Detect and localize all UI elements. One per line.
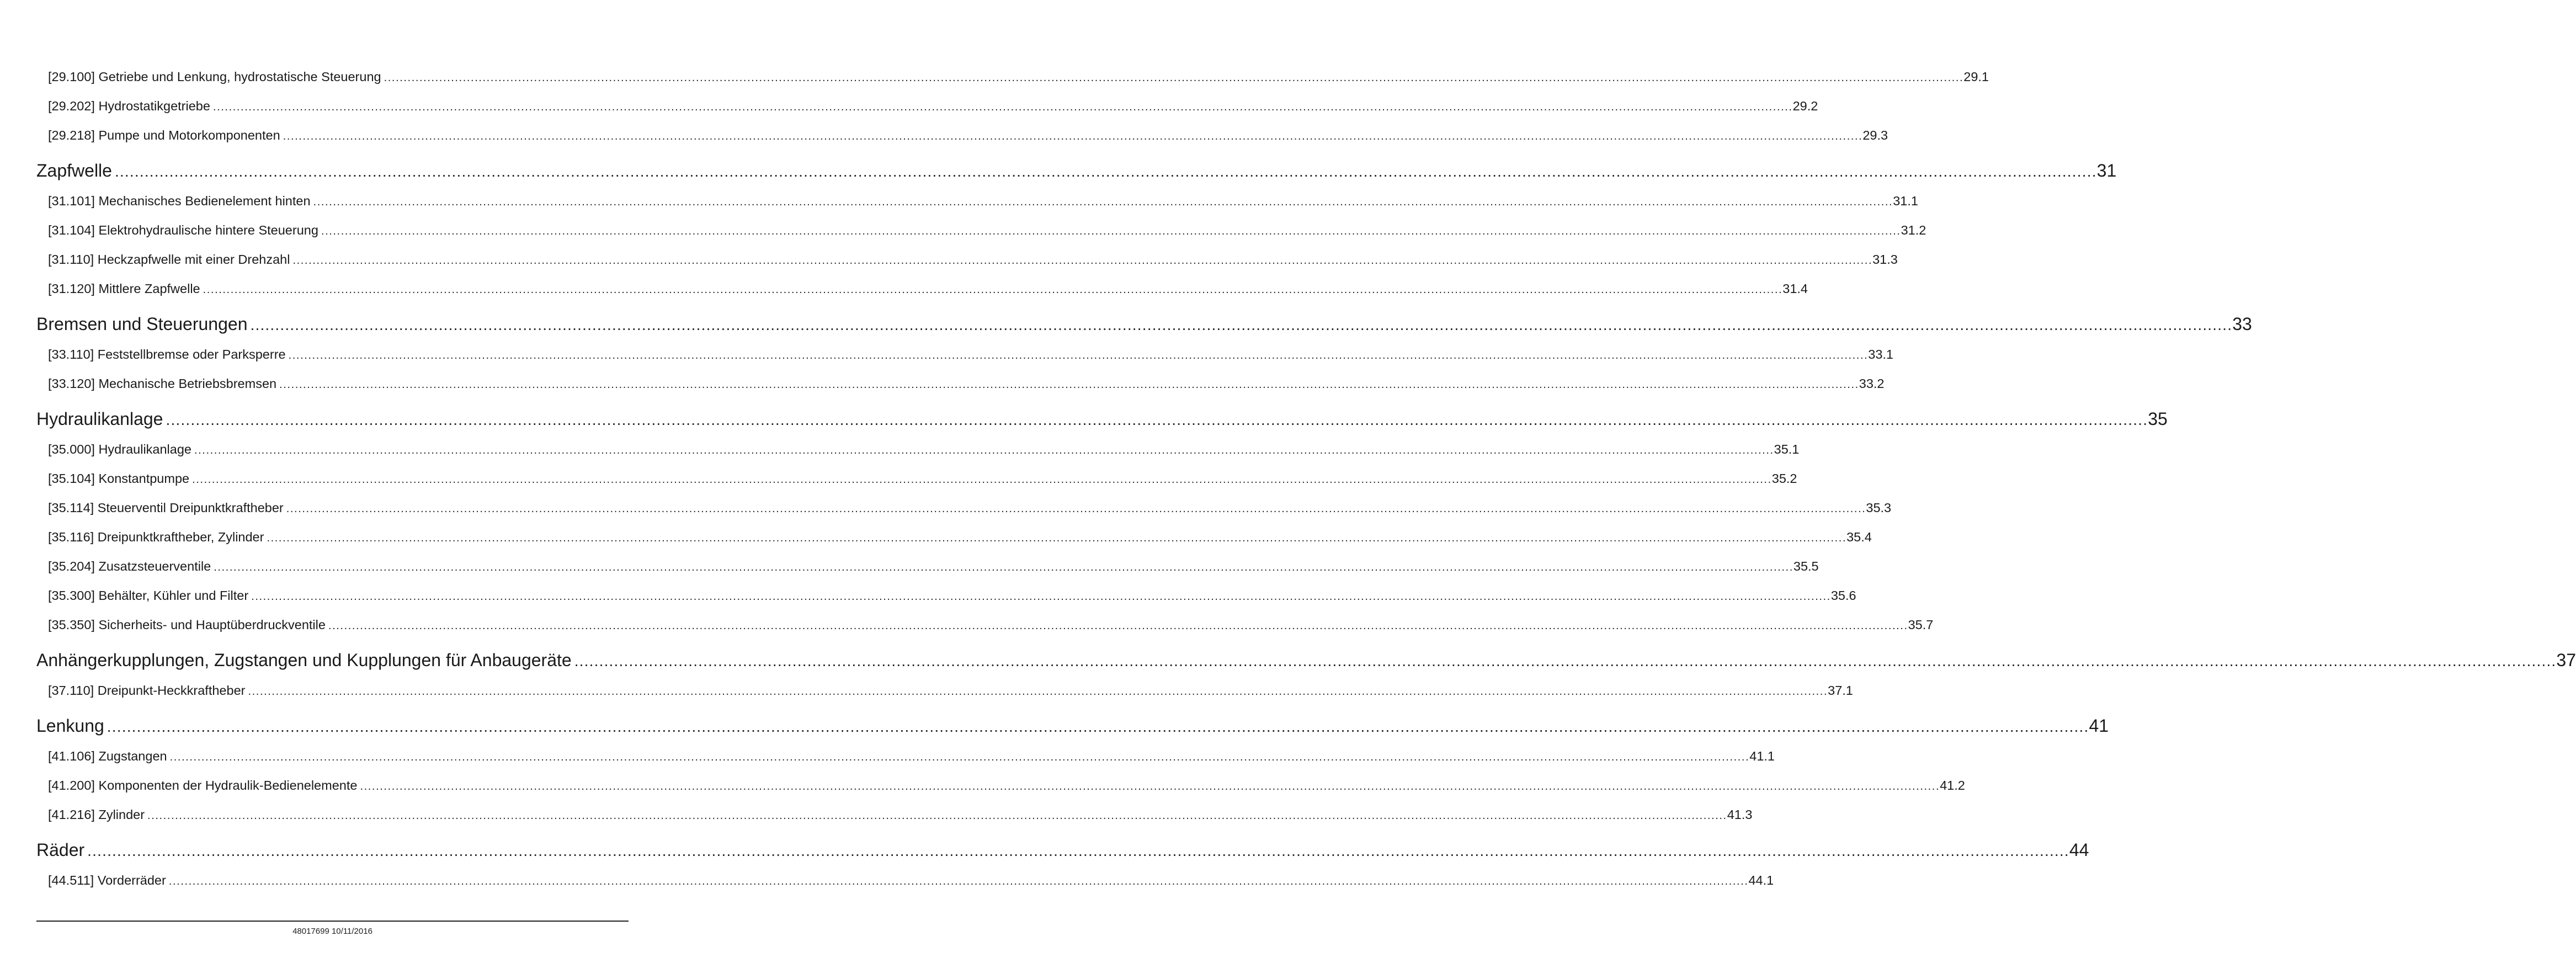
toc-entry-title: [29.100] Getriebe und Lenkung, hydrostatische Steuerung	[48, 70, 381, 84]
toc-leader-dots: ................................................................................................................................................................................................................................................................................................................................................................................................................	[168, 875, 1749, 887]
toc-entry-title: Bremsen und Steuerungen	[36, 314, 248, 334]
toc-page-number: 35.2	[1771, 471, 1797, 486]
toc-page-number: 31.4	[1782, 281, 1808, 296]
toc-entry-title: [29.218] Pumpe und Motorkomponenten	[48, 128, 280, 142]
toc-entry-title: [29.202] Hydrostatikgetriebe	[48, 99, 210, 113]
toc-subsection-entry[interactable]	[48, 530, 1872, 559]
toc-entry-title: [37.110] Dreipunkt-Heckkraftheber	[48, 683, 246, 698]
toc-page-number: 31.3	[1872, 252, 1898, 267]
toc-section-entry[interactable]	[36, 840, 2089, 873]
toc-entry-title: [35.204] Zusatzsteuerventile	[48, 559, 211, 573]
footer-divider	[36, 921, 629, 922]
toc-leader-dots: ................................................................................................................................................................................................................................................................................................................................................................................................................	[288, 349, 1869, 361]
toc-leader-dots: ................................................................................................................................................................................................................................................................................................................................................................................................................	[248, 685, 1828, 698]
toc-subsection-entry[interactable]	[48, 223, 1926, 252]
toc-entry-title: [31.110] Heckzapfwelle mit einer Drehzahl	[48, 252, 290, 267]
toc-entry-title: Lenkung	[36, 716, 104, 736]
toc-leader-dots: ................................................................................................................................................................................................................................................................................................................................................................................................................	[279, 379, 1859, 391]
toc-leader-dots: ................................................................................................................................................................................................................................................................................................................................................................................................................	[203, 284, 1783, 296]
toc-entry-title: [31.104] Elektrohydraulische hintere Steuerung	[48, 223, 318, 237]
toc-page-number: 35.3	[1866, 501, 1892, 515]
toc-page-number: 35.7	[1908, 618, 1934, 632]
toc-page-number: 29.3	[1862, 128, 1888, 142]
toc-subsection-entry[interactable]	[48, 501, 1892, 530]
toc-leader-dots: ................................................................................................................................................................................................................................................................................................................................................................................................................	[87, 842, 2069, 859]
toc-subsection-entry[interactable]	[48, 807, 1753, 837]
toc-entry-title: [41.216] Zylinder	[48, 807, 145, 822]
toc-entry-title: [35.114] Steuerventil Dreipunktkraftheber	[48, 501, 284, 515]
toc-leader-dots: ................................................................................................................................................................................................................................................................................................................................................................................................................	[267, 532, 1847, 544]
toc-leader-dots: ................................................................................................................................................................................................................................................................................................................................................................................................................	[574, 652, 2557, 669]
toc-section-entry[interactable]	[36, 716, 2109, 749]
toc-entry-title: [31.120] Mittlere Zapfwelle	[48, 281, 200, 296]
toc-subsection-entry[interactable]	[48, 194, 1918, 223]
toc-leader-dots: ................................................................................................................................................................................................................................................................................................................................................................................................................	[328, 620, 1908, 632]
toc-subsection-entry[interactable]	[48, 749, 1775, 778]
toc-subsection-entry[interactable]	[48, 281, 1808, 311]
toc-subsection-entry[interactable]	[48, 588, 1856, 618]
toc-page-number: 31	[2096, 161, 2117, 180]
toc-section-entry[interactable]	[36, 161, 2117, 194]
toc-page-number: 44	[2069, 840, 2089, 860]
toc-subsection-entry[interactable]	[48, 559, 1819, 588]
toc-page-number: 33.2	[1859, 376, 1885, 391]
toc-entry-title: [44.511] Vorderräder	[48, 873, 166, 887]
toc-entry-title: [31.101] Mechanisches Bedienelement hinten	[48, 194, 311, 208]
toc-subsection-entry[interactable]	[48, 70, 1989, 99]
toc-leader-dots: ................................................................................................................................................................................................................................................................................................................................................................................................................	[286, 503, 1866, 515]
toc-entry-title: [33.110] Feststellbremse oder Parksperre	[48, 347, 286, 361]
toc-leader-dots: ................................................................................................................................................................................................................................................................................................................................................................................................................	[250, 316, 2233, 333]
toc-entry-title: Hydraulikanlage	[36, 409, 163, 429]
toc-page-number: 41.1	[1749, 749, 1775, 763]
toc-page-number: 41.2	[1940, 778, 1965, 793]
toc-entry-title: [35.350] Sicherheits- und Hauptüberdruckventile	[48, 618, 326, 632]
toc-page-number: 41	[2089, 716, 2109, 736]
toc-page-number: 35.4	[1846, 530, 1872, 544]
toc-page-number: 37.1	[1828, 683, 1853, 698]
toc-page-number: 29.1	[1963, 70, 1989, 84]
toc-entry-title: [41.106] Zugstangen	[48, 749, 167, 763]
toc-entry-title: Zapfwelle	[36, 161, 112, 180]
toc-section-entry[interactable]	[36, 409, 2168, 442]
toc-subsection-entry[interactable]	[48, 618, 1934, 647]
toc-page-number: 31.2	[1901, 223, 1926, 237]
toc-page-number: 44.1	[1748, 873, 1774, 887]
toc-leader-dots: ................................................................................................................................................................................................................................................................................................................................................................................................................	[283, 130, 1863, 142]
toc-leader-dots: ................................................................................................................................................................................................................................................................................................................................................................................................................	[147, 810, 1727, 822]
toc-entry-title: [41.200] Komponenten der Hydraulik-Bedienelemente	[48, 778, 358, 793]
toc-subsection-entry[interactable]	[48, 873, 1774, 902]
toc-leader-dots: ................................................................................................................................................................................................................................................................................................................................................................................................................	[214, 561, 1793, 573]
toc-entry-title: [35.300] Behälter, Kühler und Filter	[48, 588, 249, 603]
toc-page-number: 35.5	[1793, 559, 1819, 573]
toc-leader-dots: ................................................................................................................................................................................................................................................................................................................................................................................................................	[192, 474, 1772, 486]
toc-page-number: 29.2	[1792, 99, 1818, 113]
toc-subsection-entry[interactable]	[48, 442, 1800, 471]
toc-leader-dots: ................................................................................................................................................................................................................................................................................................................................................................................................................	[251, 591, 1831, 603]
toc-entry-title: [35.104] Konstantpumpe	[48, 471, 190, 486]
toc-page-number: 35.6	[1830, 588, 1856, 603]
toc-leader-dots: ................................................................................................................................................................................................................................................................................................................................................................................................................	[292, 254, 1873, 267]
footer-document-id: 48017699 10/11/2016	[292, 927, 372, 936]
toc-entry-title: Anhängerkupplungen, Zugstangen und Kupplungen für Anbaugeräte	[36, 650, 572, 670]
toc-section-entry[interactable]	[36, 314, 2252, 347]
toc-subsection-entry[interactable]	[48, 347, 1894, 376]
table-of-contents	[36, 70, 2576, 902]
toc-entry-title: Räder	[36, 840, 85, 860]
toc-leader-dots: ................................................................................................................................................................................................................................................................................................................................................................................................................	[212, 101, 1793, 113]
toc-page-number: 37	[2556, 650, 2576, 670]
toc-subsection-entry[interactable]	[48, 376, 1885, 406]
toc-subsection-entry[interactable]	[48, 778, 1965, 807]
toc-leader-dots: ................................................................................................................................................................................................................................................................................................................................................................................................................	[194, 444, 1774, 456]
toc-page-number: 33.1	[1868, 347, 1894, 361]
toc-section-entry[interactable]	[36, 650, 2576, 683]
toc-subsection-entry[interactable]	[48, 99, 1818, 128]
toc-page-number: 31.1	[1893, 194, 1918, 208]
toc-subsection-entry[interactable]	[48, 252, 1898, 281]
toc-subsection-entry[interactable]	[48, 128, 1888, 157]
toc-page-number: 33	[2232, 314, 2252, 334]
toc-leader-dots: ................................................................................................................................................................................................................................................................................................................................................................................................................	[169, 751, 1750, 763]
toc-subsection-entry[interactable]	[48, 471, 1797, 501]
toc-leader-dots: ................................................................................................................................................................................................................................................................................................................................................................................................................	[114, 163, 2097, 180]
toc-entry-title: [35.116] Dreipunktkraftheber, Zylinder	[48, 530, 264, 544]
toc-leader-dots: ................................................................................................................................................................................................................................................................................................................................................................................................................	[107, 718, 2089, 735]
toc-page-number: 41.3	[1727, 807, 1753, 822]
toc-leader-dots: ................................................................................................................................................................................................................................................................................................................................................................................................................	[313, 196, 1893, 208]
toc-leader-dots: ................................................................................................................................................................................................................................................................................................................................................................................................................	[384, 72, 1964, 84]
toc-subsection-entry[interactable]	[48, 683, 1853, 712]
toc-leader-dots: ................................................................................................................................................................................................................................................................................................................................................................................................................	[360, 780, 1940, 793]
toc-leader-dots: ................................................................................................................................................................................................................................................................................................................................................................................................................	[166, 411, 2148, 428]
toc-entry-title: [33.120] Mechanische Betriebsbremsen	[48, 376, 277, 391]
toc-leader-dots: ................................................................................................................................................................................................................................................................................................................................................................................................................	[321, 225, 1901, 237]
toc-page-number: 35.1	[1774, 442, 1800, 456]
toc-page-number: 35	[2148, 409, 2168, 429]
toc-entry-title: [35.000] Hydraulikanlage	[48, 442, 191, 456]
